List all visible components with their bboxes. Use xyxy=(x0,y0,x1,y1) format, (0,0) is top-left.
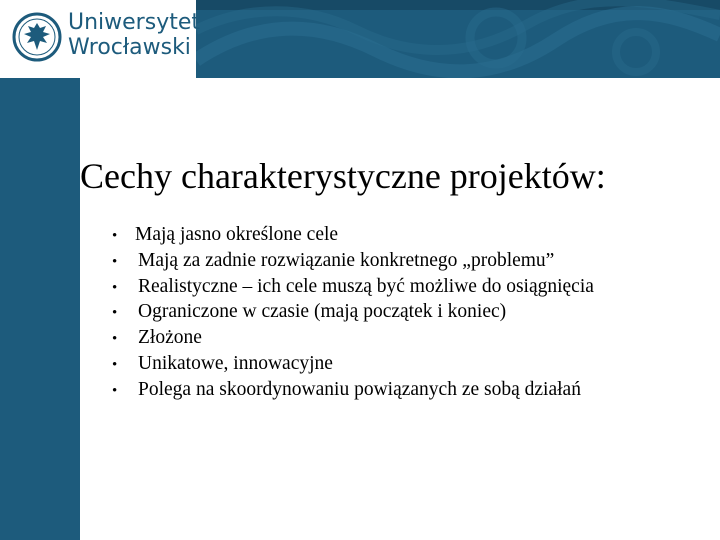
list-item: • Realistyczne – ich cele muszą być możliwe do osiągnięcia xyxy=(112,274,594,300)
list-item: • Ograniczone w czasie (mają początek i koniec) xyxy=(112,299,594,325)
logo-area xyxy=(0,0,200,78)
bullet-list xyxy=(112,222,594,403)
slide-title: Cechy charakterystyczne projektów: xyxy=(80,156,606,196)
university-name xyxy=(68,10,200,60)
header-bar xyxy=(0,0,720,78)
list-item: • Mają za zadnie rozwiązanie konkretnego „problemu” xyxy=(112,248,594,274)
side-bar xyxy=(0,78,80,540)
bullet-icon: • xyxy=(112,305,118,322)
bullet-icon: • xyxy=(112,228,118,244)
university-name-line2: Wrocławski xyxy=(68,35,191,60)
bullet-icon: • xyxy=(112,382,118,399)
decorative-wave-pattern xyxy=(196,0,720,78)
list-item: • Unikatowe, innowacyjne xyxy=(112,351,594,377)
university-name-line1: Uniwersytet xyxy=(68,10,200,35)
list-item: • Złożone xyxy=(112,325,594,351)
bullet-icon: • xyxy=(112,279,118,296)
list-item: • Mają jasno określone cele xyxy=(112,222,594,248)
bullet-icon: • xyxy=(112,253,118,270)
bullet-icon: • xyxy=(112,356,118,373)
eagle-emblem-icon xyxy=(12,12,62,62)
bullet-icon: • xyxy=(112,331,118,348)
list-item: • Polega na skoordynowaniu powiązanych ze sobą działań xyxy=(112,377,594,403)
